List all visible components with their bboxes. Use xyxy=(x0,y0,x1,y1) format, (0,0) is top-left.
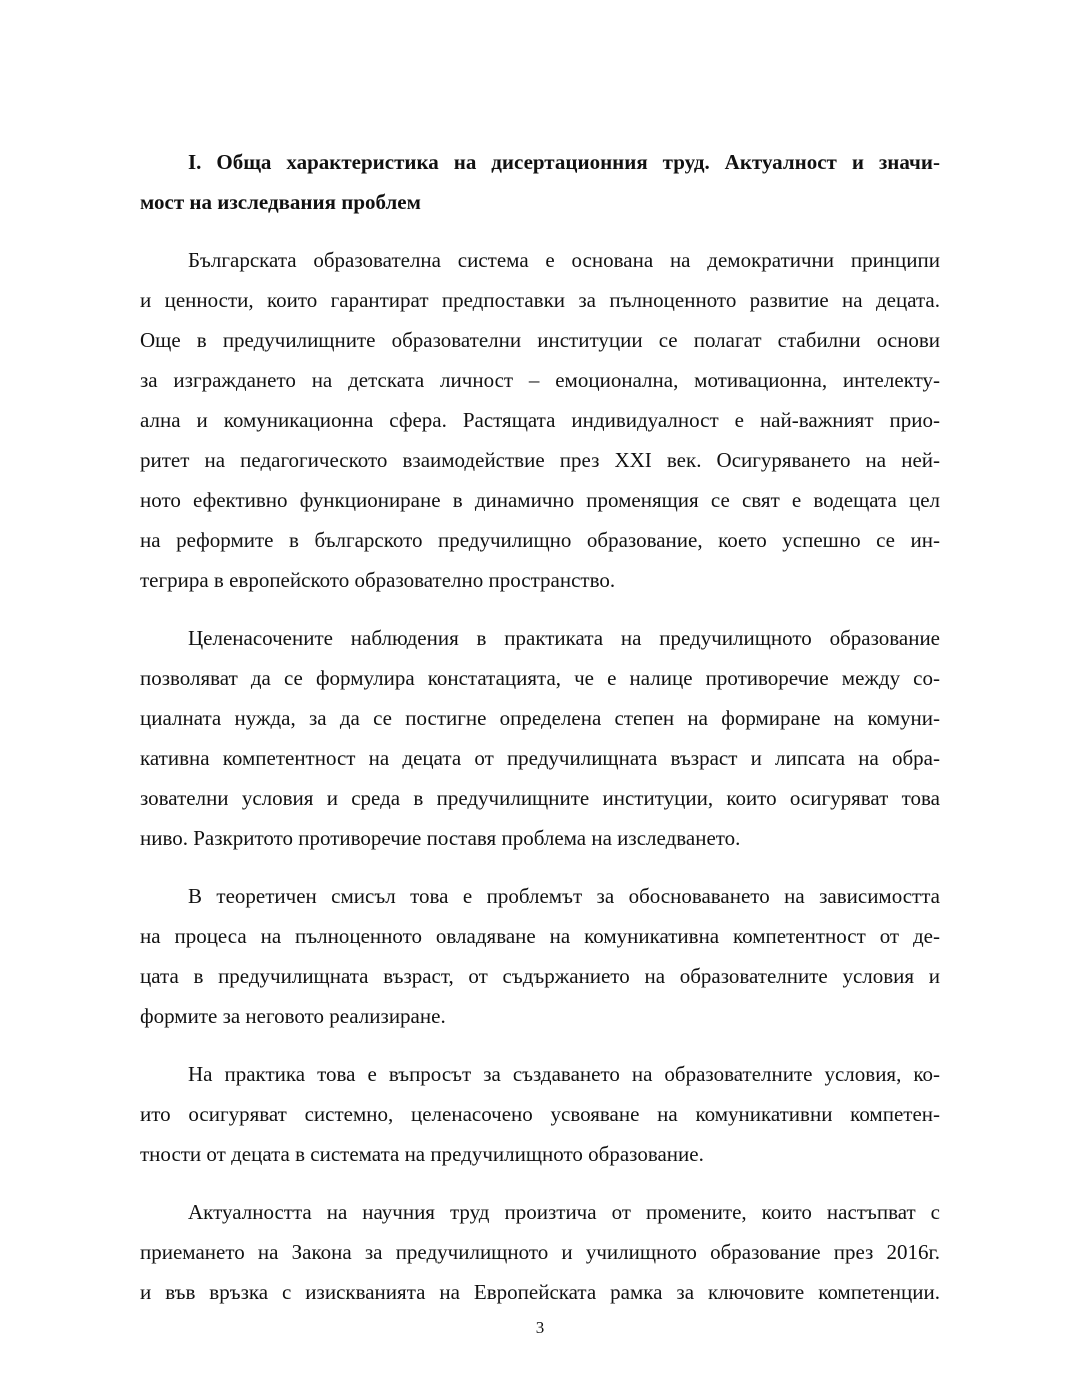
text-line: ито осигуряват системно, целенасочено усвояване на комуникативни компетен- xyxy=(140,1102,940,1126)
text-line: В теоретичен смисъл това е проблемът за обосноваването на зависимостта xyxy=(188,884,940,908)
text-line: позволяват да се формулира констатацията, че е налице противоречие между со- xyxy=(140,666,940,690)
page-number: 3 xyxy=(535,1318,545,1337)
text-line: зователни условия и среда в предучилищните институции, които осигуряват това xyxy=(140,786,940,810)
text-line: циалната нужда, за да се постигне определена степен на формиране на комуни- xyxy=(140,706,940,730)
text-line: ална и комуникационна сфера. Растящата индивидуалност е най-важният прио- xyxy=(140,408,940,432)
text-line: и ценности, които гарантират предпоставки за пълноценното развитие на децата. xyxy=(140,288,940,312)
paragraph-4 xyxy=(140,1054,940,1174)
text-line: На практика това е въпросът за създаването на образователните условия, ко- xyxy=(188,1062,940,1086)
paragraph-5 xyxy=(140,1192,940,1312)
heading-line: мост на изследвания проблем xyxy=(140,190,421,214)
heading-line: I. Обща характеристика на дисертационния труд. Актуалност и значи- xyxy=(188,150,940,174)
page-body xyxy=(140,142,940,1330)
text-line: формите за неговото реализиране. xyxy=(140,1004,446,1028)
paragraph-3 xyxy=(140,876,940,1036)
text-line: и във връзка с изискванията на Европейската рамка за ключовите компетенции. xyxy=(140,1280,940,1304)
text-line: Българската образователна система е основана на демократични принципи xyxy=(188,248,940,272)
text-line: цата в предучилищната възраст, от съдържанието на образователните условия и xyxy=(140,964,940,988)
text-line: ното ефективно функциониране в динамично променящия се свят е водещата цел xyxy=(140,488,940,512)
text-line: кативна компетентност на децата от предучилищната възраст и липсата на обра- xyxy=(140,746,940,770)
text-line: приемането на Закона за предучилищното и училищното образование през 2016г. xyxy=(140,1240,940,1264)
text-line: ритет на педагогическото взаимодействие през XXI век. Осигуряването на ней- xyxy=(140,448,940,472)
text-line: Актуалността на научния труд произтича от промените, които настъпват с xyxy=(188,1200,940,1224)
paragraph-2 xyxy=(140,618,940,858)
section-heading xyxy=(140,142,940,222)
text-line: Още в предучилищните образователни институции се полагат стабилни основи xyxy=(140,328,940,352)
text-line: ниво. Разкритото противоречие поставя проблема на изследването. xyxy=(140,826,741,850)
text-line: на процеса на пълноценното овладяване на комуникативна компетентност от де- xyxy=(140,924,940,948)
text-line: за изграждането на детската личност – емоционална, мотивационна, интелекту- xyxy=(140,368,940,392)
paragraph-1 xyxy=(140,240,940,600)
text-line: на реформите в българското предучилищно образование, което успешно се ин- xyxy=(140,528,940,552)
text-line: тегрира в европейското образователно пространство. xyxy=(140,568,616,592)
text-line: Целенасочените наблюдения в практиката на предучилищното образование xyxy=(188,626,940,650)
text-line: тности от децата в системата на предучилищното образование. xyxy=(140,1142,704,1166)
